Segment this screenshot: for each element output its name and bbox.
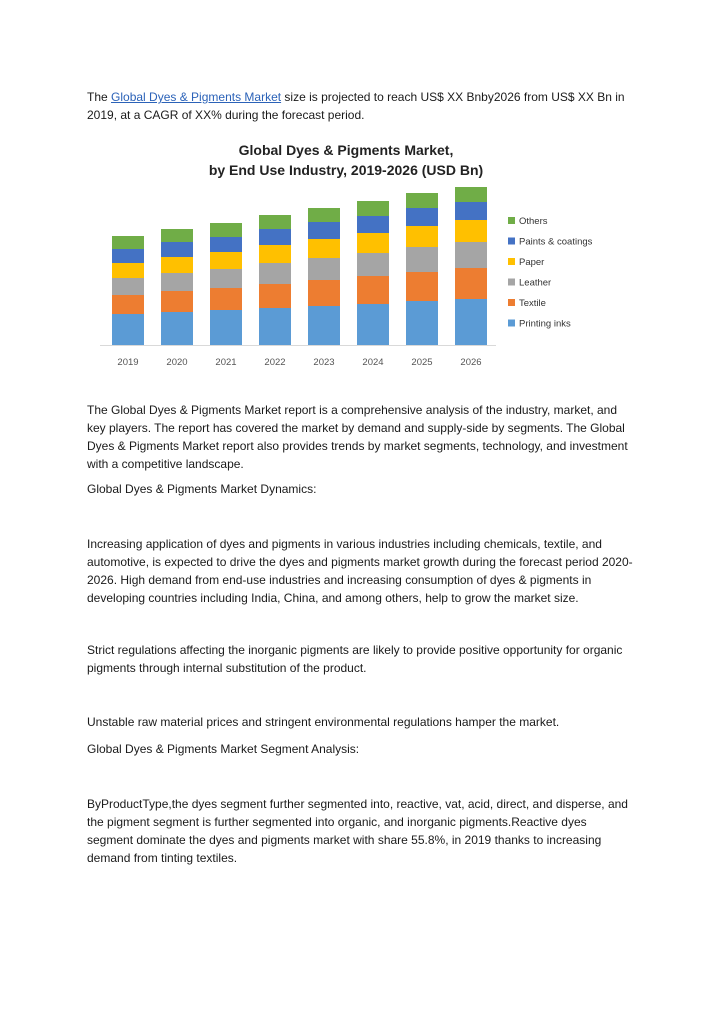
bar-others-2026 (455, 187, 487, 202)
bar-others-2021 (210, 223, 242, 237)
bar-others-2023 (308, 208, 340, 222)
legend-swatch-leather (508, 279, 515, 286)
market-chart (92, 138, 632, 373)
bar-paints-coatings-2021 (210, 237, 242, 252)
bar-textile-2026 (455, 268, 487, 299)
x-tick-2020: 2020 (166, 357, 188, 368)
bar-leather-2023 (308, 258, 340, 280)
drivers-paragraph: Increasing application of dyes and pigments in various industries including chemicals, textile, and automotive, is expected to drive the dyes and pigments market growth during the forecast period 2020-2026. High demand from end-use industries and increasing consumption of dyes & pigments in developing countries including India, China, and among others, help to grow the market size. (87, 537, 633, 605)
bar-paints-coatings-2019 (112, 249, 144, 263)
legend-label-paints-coatings: Paints & coatings (519, 236, 593, 248)
bar-paper-2025 (406, 226, 438, 247)
bar-paints-coatings-2026 (455, 202, 487, 220)
intro-prefix: The (87, 90, 112, 104)
bar-others-2020 (161, 229, 193, 242)
regulations-paragraph: Strict regulations affecting the inorganic pigments are likely to provide positive opportunity for organic pigments through internal substitution of the product. (87, 643, 623, 675)
legend-label-leather: Leather (519, 277, 552, 289)
intro-paragraph (87, 88, 635, 124)
bar-paints-coatings-2025 (406, 208, 438, 226)
legend-label-printing-inks: Printing inks (519, 318, 571, 330)
bar-textile-2023 (308, 280, 340, 306)
bar-paper-2023 (308, 239, 340, 258)
bar-printing-inks-2024 (357, 304, 389, 345)
legend-label-paper: Paper (519, 257, 545, 268)
bar-others-2024 (357, 201, 389, 216)
bar-leather-2026 (455, 242, 487, 268)
bar-leather-2021 (210, 269, 242, 288)
bar-textile-2025 (406, 272, 438, 301)
x-tick-2026: 2026 (460, 357, 482, 368)
bar-paints-coatings-2022 (259, 229, 291, 245)
bar-textile-2021 (210, 288, 242, 310)
bar-printing-inks-2023 (308, 306, 340, 345)
bar-others-2025 (406, 193, 438, 208)
x-tick-2021: 2021 (215, 357, 237, 368)
bar-paints-coatings-2020 (161, 242, 193, 257)
bar-leather-2020 (161, 273, 193, 291)
bar-printing-inks-2025 (406, 301, 438, 345)
bar-textile-2024 (357, 276, 389, 304)
bar-printing-inks-2026 (455, 299, 487, 345)
bar-paper-2019 (112, 263, 144, 278)
bar-textile-2019 (112, 295, 144, 314)
bar-leather-2024 (357, 253, 389, 276)
bar-printing-inks-2020 (161, 312, 193, 345)
bar-textile-2022 (259, 284, 291, 308)
market-link[interactable]: Global Dyes & Pigments Market (111, 90, 282, 104)
x-tick-2022: 2022 (264, 357, 286, 368)
bar-paints-coatings-2023 (308, 222, 340, 239)
bar-printing-inks-2019 (112, 314, 144, 345)
segment-heading: Global Dyes & Pigments Market Segment Analysis: (87, 742, 360, 756)
bar-leather-2022 (259, 263, 291, 284)
legend-label-textile: Textile (519, 298, 546, 309)
bar-leather-2025 (406, 247, 438, 272)
legend-swatch-paper (508, 258, 515, 265)
legend-swatch-others (508, 217, 515, 224)
bar-paints-coatings-2024 (357, 216, 389, 233)
x-tick-2019: 2019 (117, 357, 139, 368)
bar-paper-2021 (210, 252, 242, 269)
dynamics-heading: Global Dyes & Pigments Market Dynamics: (87, 482, 317, 496)
bar-others-2019 (112, 236, 144, 249)
bar-paper-2020 (161, 257, 193, 273)
report-overview-paragraph: The Global Dyes & Pigments Market report is a comprehensive analysis of the industry, market, and key players. The report has covered the market by demand and supply-side by segments. The Global Dyes & Pigments Market report also provides trends by market segments, technology, and investment with a competitive landscape. (87, 403, 628, 471)
x-tick-2025: 2025 (411, 357, 433, 368)
legend-swatch-textile (508, 299, 515, 306)
legend-swatch-printing-inks (508, 320, 515, 327)
intro-suffix: size is projected to reach US$ XX Bnby2026 from US$ XX Bn in 2019, at a CAGR of XX% during the forecast period. (87, 90, 625, 122)
segment-paragraph: ByProductType,the dyes segment further segmented into, reactive, vat, acid, direct, and disperse, and the pigment segment is further segmented into organic, and inorganic pigments.Reactive dyes segment dominate the dyes and pigments market with share 55.8%, in 2019 thanks to increasing demand from tinting textiles. (87, 797, 628, 865)
chart-subtitle: by End Use Industry, 2019-2026 (USD Bn) (208, 162, 484, 178)
bar-printing-inks-2021 (210, 310, 242, 345)
x-tick-2024: 2024 (362, 357, 384, 368)
legend-swatch-paints-coatings (508, 238, 515, 245)
chart-title: Global Dyes & Pigments Market, (238, 142, 454, 158)
bar-paper-2022 (259, 245, 291, 263)
bar-leather-2019 (112, 278, 144, 295)
bar-paper-2024 (357, 233, 389, 253)
bar-paper-2026 (455, 220, 487, 242)
x-tick-2023: 2023 (313, 357, 335, 368)
bar-textile-2020 (161, 291, 193, 312)
restraints-paragraph: Unstable raw material prices and stringent environmental regulations hamper the market. (87, 715, 560, 729)
legend-label-others: Others (519, 216, 548, 227)
bar-others-2022 (259, 215, 291, 229)
bar-printing-inks-2022 (259, 308, 291, 345)
